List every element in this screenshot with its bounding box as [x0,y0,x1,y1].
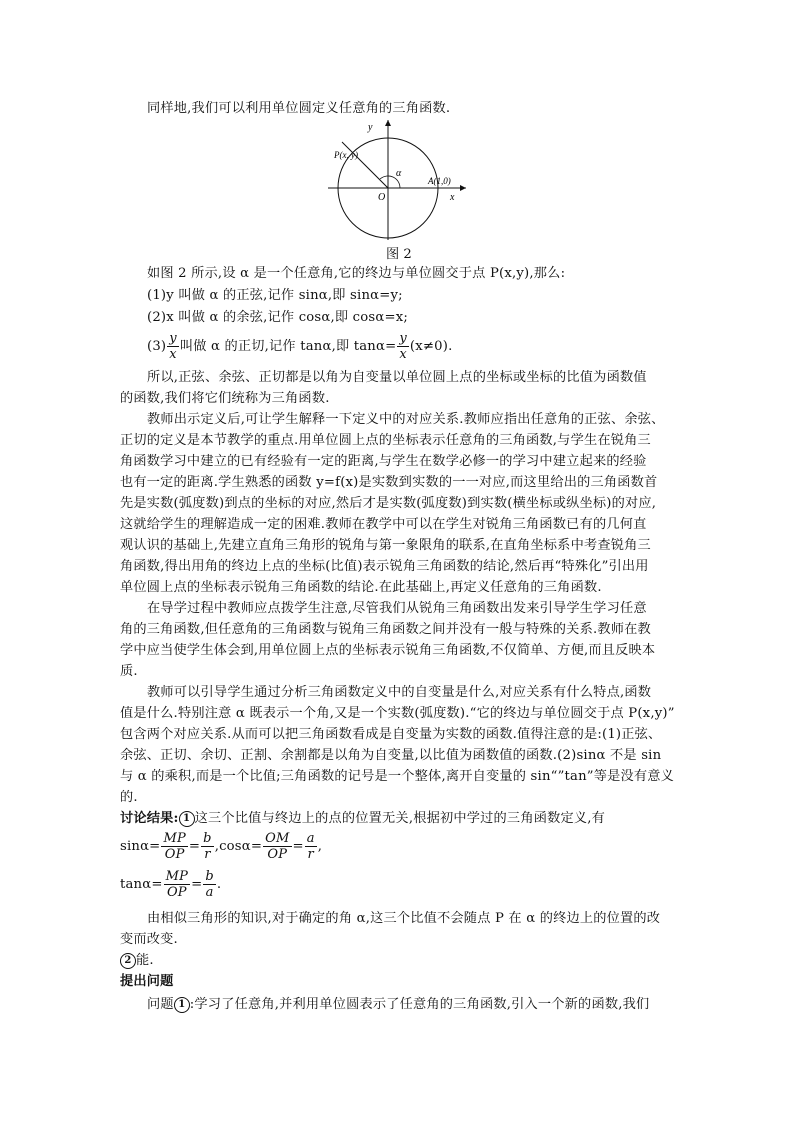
sin-cos-formula: sinα= $\frac{MP}{OP}$ = $\frac{b}{r}$ ,cosα= $\frac{OM}{OP}$ = $\frac{a}{r}$ , [120,831,323,862]
paragraph-2-line: 角函数学习中建立的已有经验有一定的距离,与学生在数学必修一的学习中建立起来的经验 [120,454,647,469]
terminal-side [353,153,388,188]
def3-suffix: (x≠0). [409,339,453,354]
paragraph-3-line: 角的三角函数,但任意角的三角函数与锐角三角函数之间并没有一般与特殊的关系.教师在教 [120,622,651,637]
discussion-answer-2: 2 能. [120,952,154,970]
definition-tangent [147,331,452,363]
definition-intro: 如图 2 所示,设 α 是一个任意角,它的终边与单位圆交于点 P(x,y),那么: [147,266,566,281]
discussion-text-1: 这三个比值与终边上的点的位置无关,根据初中学过的三角函数定义,有 [194,811,606,826]
paragraph-4-line: 与 α 的乘积,而是一个比值;三角函数的记号是一个整体,离开自变量的 sin“”tan”等是没有意义 [120,769,675,784]
paragraph-2-line: 也有一定的距离.学生熟悉的函数 y=f(x)是实数到实数的一一对应,而这里给出的三角函数首 [120,475,658,490]
b-over-a: $\frac{b}{a}$ [205,869,214,900]
paragraph-2-line: 正切的定义是本节教学的重点.用单位圆上点的坐标表示任意角的三角函数,与学生在锐角三 [120,433,651,448]
unit-circle-figure [328,118,468,240]
x-axis-arrow [460,185,466,191]
figure-caption: 图 2 [386,247,412,262]
paragraph-4-line: 值是什么.特别注意 α 既表示一个角,又是一个实数(弧度数).“它的终边与单位圆交于点 P(x,y)” [120,706,675,721]
paragraph-2-line: 教师出示定义后,可让学生解释一下定义中的对应关系.教师应指出任意角的正弦、余弦、 [147,412,665,427]
paragraph-4-line: 教师可以引导学生通过分析三角函数定义中的自变量是什么,对应关系有什么特点,函数 [147,685,652,700]
label-x: x [450,192,455,203]
label-o: O [378,192,386,203]
mp-over-op: $\frac{MP}{OP}$ [163,831,186,862]
problem-1: 问题 1 :学习了任意角,并利用单位圆表示了任意角的三角函数,引入一个新的函数,我们 [147,997,650,1012]
y-over-x-fraction: $\frac{y}{x}$ [169,331,177,362]
paragraph-2-line: 单位圆上点的坐标表示锐角三角函数的结论.在此基础上,再定义任意角的三角函数. [120,580,602,595]
paragraph-2-line: 这就给学生的理解造成一定的困难.教师在教学中可以在学生对锐角三角函数已有的几何直 [120,517,647,532]
discussion-label: 讨论结果: [120,811,179,826]
paragraph-4-line: 的. [120,790,138,805]
y-over-x-fraction-2: $\frac{y}{x}$ [399,331,407,362]
mp-over-om: $\frac{MP}{OP}$ [165,869,189,900]
circled-number: 1 [179,811,195,827]
om-over-op: $\frac{OM}{OP}$ [265,831,290,862]
discussion-para-line: 由相似三角形的知识,对于确定的角 α,这三个比值不会随点 P 在 α 的终边上的位置的改 [147,911,661,926]
def3-text: 叫做 α 的正切,记作 tanα,即 tanα= [179,339,397,354]
paragraph-2-line: 观认识的基础上,先建立直角三角形的锐角与第一象限角的联系,在直角坐标系中考查锐角三 [120,538,651,553]
intro-text: 同样地,我们可以利用单位圆定义任意角的三角函数. [147,101,451,116]
paragraph-2-line: 先是实数(弧度数)到点的坐标的对应,然后才是实数(弧度数)到实数(横坐标或纵坐标)的对应, [120,496,657,511]
paragraph-1-line: 的函数,我们将它们统称为三角函数. [120,391,330,406]
definition-sine: (1)y 叫做 α 的正弦,记作 sinα,即 sinα=y; [147,288,403,303]
paragraph-3-line: 学中应当使学生体会到,用单位圆上点的坐标表示锐角三角函数,不仅简单、方便,而且反映本 [120,643,656,658]
section-heading: 提出问题 [120,974,174,989]
b-over-r: $\frac{b}{r}$ [203,831,212,862]
label-p: P(x, y) [334,150,358,160]
discussion-result [120,810,605,828]
definition-cosine: (2)x 叫做 α 的余弦,记作 cosα,即 cosα=x; [147,310,408,325]
label-y: y [368,122,373,133]
label-alpha: α [396,168,402,179]
a-over-r: $\frac{a}{r}$ [306,831,315,862]
paragraph-4-line: 包含两个对应关系.从而可以把三角函数看成是自变量为实数的函数.值得注意的是:(1)正弦、 [120,727,662,742]
paragraph-1-line: 所以,正弦、余弦、正切都是以角为自变量以单位圆上点的坐标或坐标的比值为函数值 [147,370,647,385]
paragraph-4-line: 余弦、正切、余切、正割、余割都是以角为自变量,以比值为函数值的函数.(2)sinα 不是 sin [120,748,662,763]
circled-number: 2 [120,953,136,969]
discussion-para-line: 变而改变. [120,932,178,947]
paragraph-2-line: 角函数,得出用角的终边上点的坐标(比值)表示锐角三角函数的结论,然后再“特殊化”引出用 [120,559,649,574]
circled-number: 1 [174,997,190,1013]
paragraph-3-line: 质. [120,664,138,679]
y-axis-arrow [385,120,391,126]
label-a: A(1,0) [428,176,451,186]
def3-prefix: (3) [147,339,167,354]
paragraph-3-line: 在导学过程中教师应点拨学生注意,尽管我们从锐角三角函数出发来引导学生学习任意 [147,601,647,616]
tan-formula: tanα= $\frac{MP}{OP}$ = $\frac{b}{a}$ . [120,869,222,900]
